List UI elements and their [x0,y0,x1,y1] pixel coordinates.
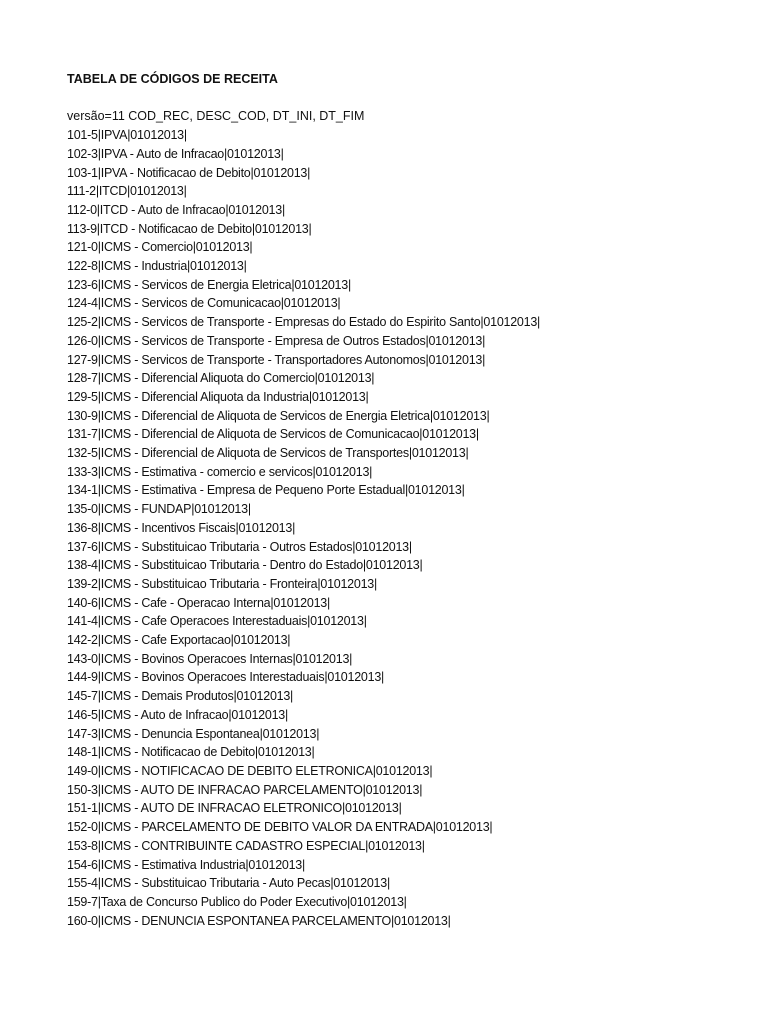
code-line: 151-1|ICMS - AUTO DE INFRACAO ELETRONICO|01012013| [67,801,402,816]
code-line: 123-6|ICMS - Servicos de Energia Eletrica|01012013| [67,277,351,292]
code-line: 143-0|ICMS - Bovinos Operacoes Internas|01012013| [67,651,353,666]
code-line: 103-1|IPVA - Notificacao de Debito|01012013| [67,165,311,180]
code-line: 134-1|ICMS - Estimativa - Empresa de Pequeno Porte Estadual|01012013| [67,483,465,498]
code-line: 145-7|ICMS - Demais Produtos|01012013| [67,689,294,704]
code-line: 125-2|ICMS - Servicos de Transporte - Empresas do Estado do Espirito Santo|01012013| [67,315,541,330]
code-line: 148-1|ICMS - Notificacao de Debito|01012013| [67,745,315,760]
code-line: 112-0|ITCD - Auto de Infracao|01012013| [67,202,285,217]
code-line: 102-3|IPVA - Auto de Infracao|01012013| [67,146,284,161]
code-line: 144-9|ICMS - Bovinos Operacoes Interestaduais|01012013| [67,670,385,685]
code-line: 153-8|ICMS - CONTRIBUINTE CADASTRO ESPECIAL|01012013| [67,838,425,853]
code-line: 124-4|ICMS - Servicos de Comunicacao|01012013| [67,296,341,311]
code-line: 126-0|ICMS - Servicos de Transporte - Empresa de Outros Estados|01012013| [67,333,486,348]
code-line: 130-9|ICMS - Diferencial de Aliquota de Servicos de Energia Eletrica|01012013| [67,408,490,423]
code-line: 150-3|ICMS - AUTO DE INFRACAO PARCELAMENTO|01012013| [67,782,423,797]
document-title: TABELA DE CÓDIGOS DE RECEITA [67,72,278,86]
code-line: 135-0|ICMS - FUNDAP|01012013| [67,502,251,517]
code-line: 122-8|ICMS - Industria|01012013| [67,259,247,274]
code-line: 113-9|ITCD - Notificacao de Debito|01012013| [67,221,312,236]
code-line: 131-7|ICMS - Diferencial de Aliquota de Servicos de Comunicacao|01012013| [67,427,479,442]
code-line: 146-5|ICMS - Auto de Infracao|01012013| [67,707,288,722]
code-line: 159-7|Taxa de Concurso Publico do Poder Executivo|01012013| [67,894,407,909]
code-line: 111-2|ITCD|01012013| [67,184,187,199]
code-line: 121-0|ICMS - Comercio|01012013| [67,240,253,255]
code-line: 154-6|ICMS - Estimativa Industria|01012013| [67,857,306,872]
code-line: 160-0|ICMS - DENUNCIA ESPONTANEA PARCELAMENTO|01012013| [67,913,451,928]
code-line: 138-4|ICMS - Substituicao Tributaria - Dentro do Estado|01012013| [67,558,423,573]
table-header-line: versão=11 COD_REC, DESC_COD, DT_INI, DT_FIM [67,109,365,124]
code-list [67,126,757,930]
code-line: 139-2|ICMS - Substituicao Tributaria - Fronteira|01012013| [67,576,377,591]
code-line: 152-0|ICMS - PARCELAMENTO DE DEBITO VALOR DA ENTRADA|01012013| [67,820,493,835]
code-line: 101-5|IPVA|01012013| [67,128,187,143]
code-line: 133-3|ICMS - Estimativa - comercio e servicos|01012013| [67,464,373,479]
code-line: 147-3|ICMS - Denuncia Espontanea|01012013| [67,726,320,741]
code-line: 142-2|ICMS - Cafe Exportacao|01012013| [67,633,291,648]
code-line: 140-6|ICMS - Cafe - Operacao Interna|01012013| [67,595,330,610]
code-line: 149-0|ICMS - NOTIFICACAO DE DEBITO ELETRONICA|01012013| [67,764,433,778]
code-line: 127-9|ICMS - Servicos de Transporte - Transportadores Autonomos|01012013| [67,352,486,367]
code-line: 155-4|ICMS - Substituicao Tributaria - Auto Pecas|01012013| [67,876,390,891]
code-line: 141-4|ICMS - Cafe Operacoes Interestaduais|01012013| [67,614,367,629]
code-line: 128-7|ICMS - Diferencial Aliquota do Comercio|01012013| [67,371,375,386]
document-content [67,70,757,930]
code-line: 136-8|ICMS - Incentivos Fiscais|01012013| [67,520,296,535]
code-line: 137-6|ICMS - Substituicao Tributaria - Outros Estados|01012013| [67,539,412,554]
code-line: 129-5|ICMS - Diferencial Aliquota da Industria|01012013| [67,389,369,404]
code-line: 132-5|ICMS - Diferencial de Aliquota de Servicos de Transportes|01012013| [67,446,469,461]
